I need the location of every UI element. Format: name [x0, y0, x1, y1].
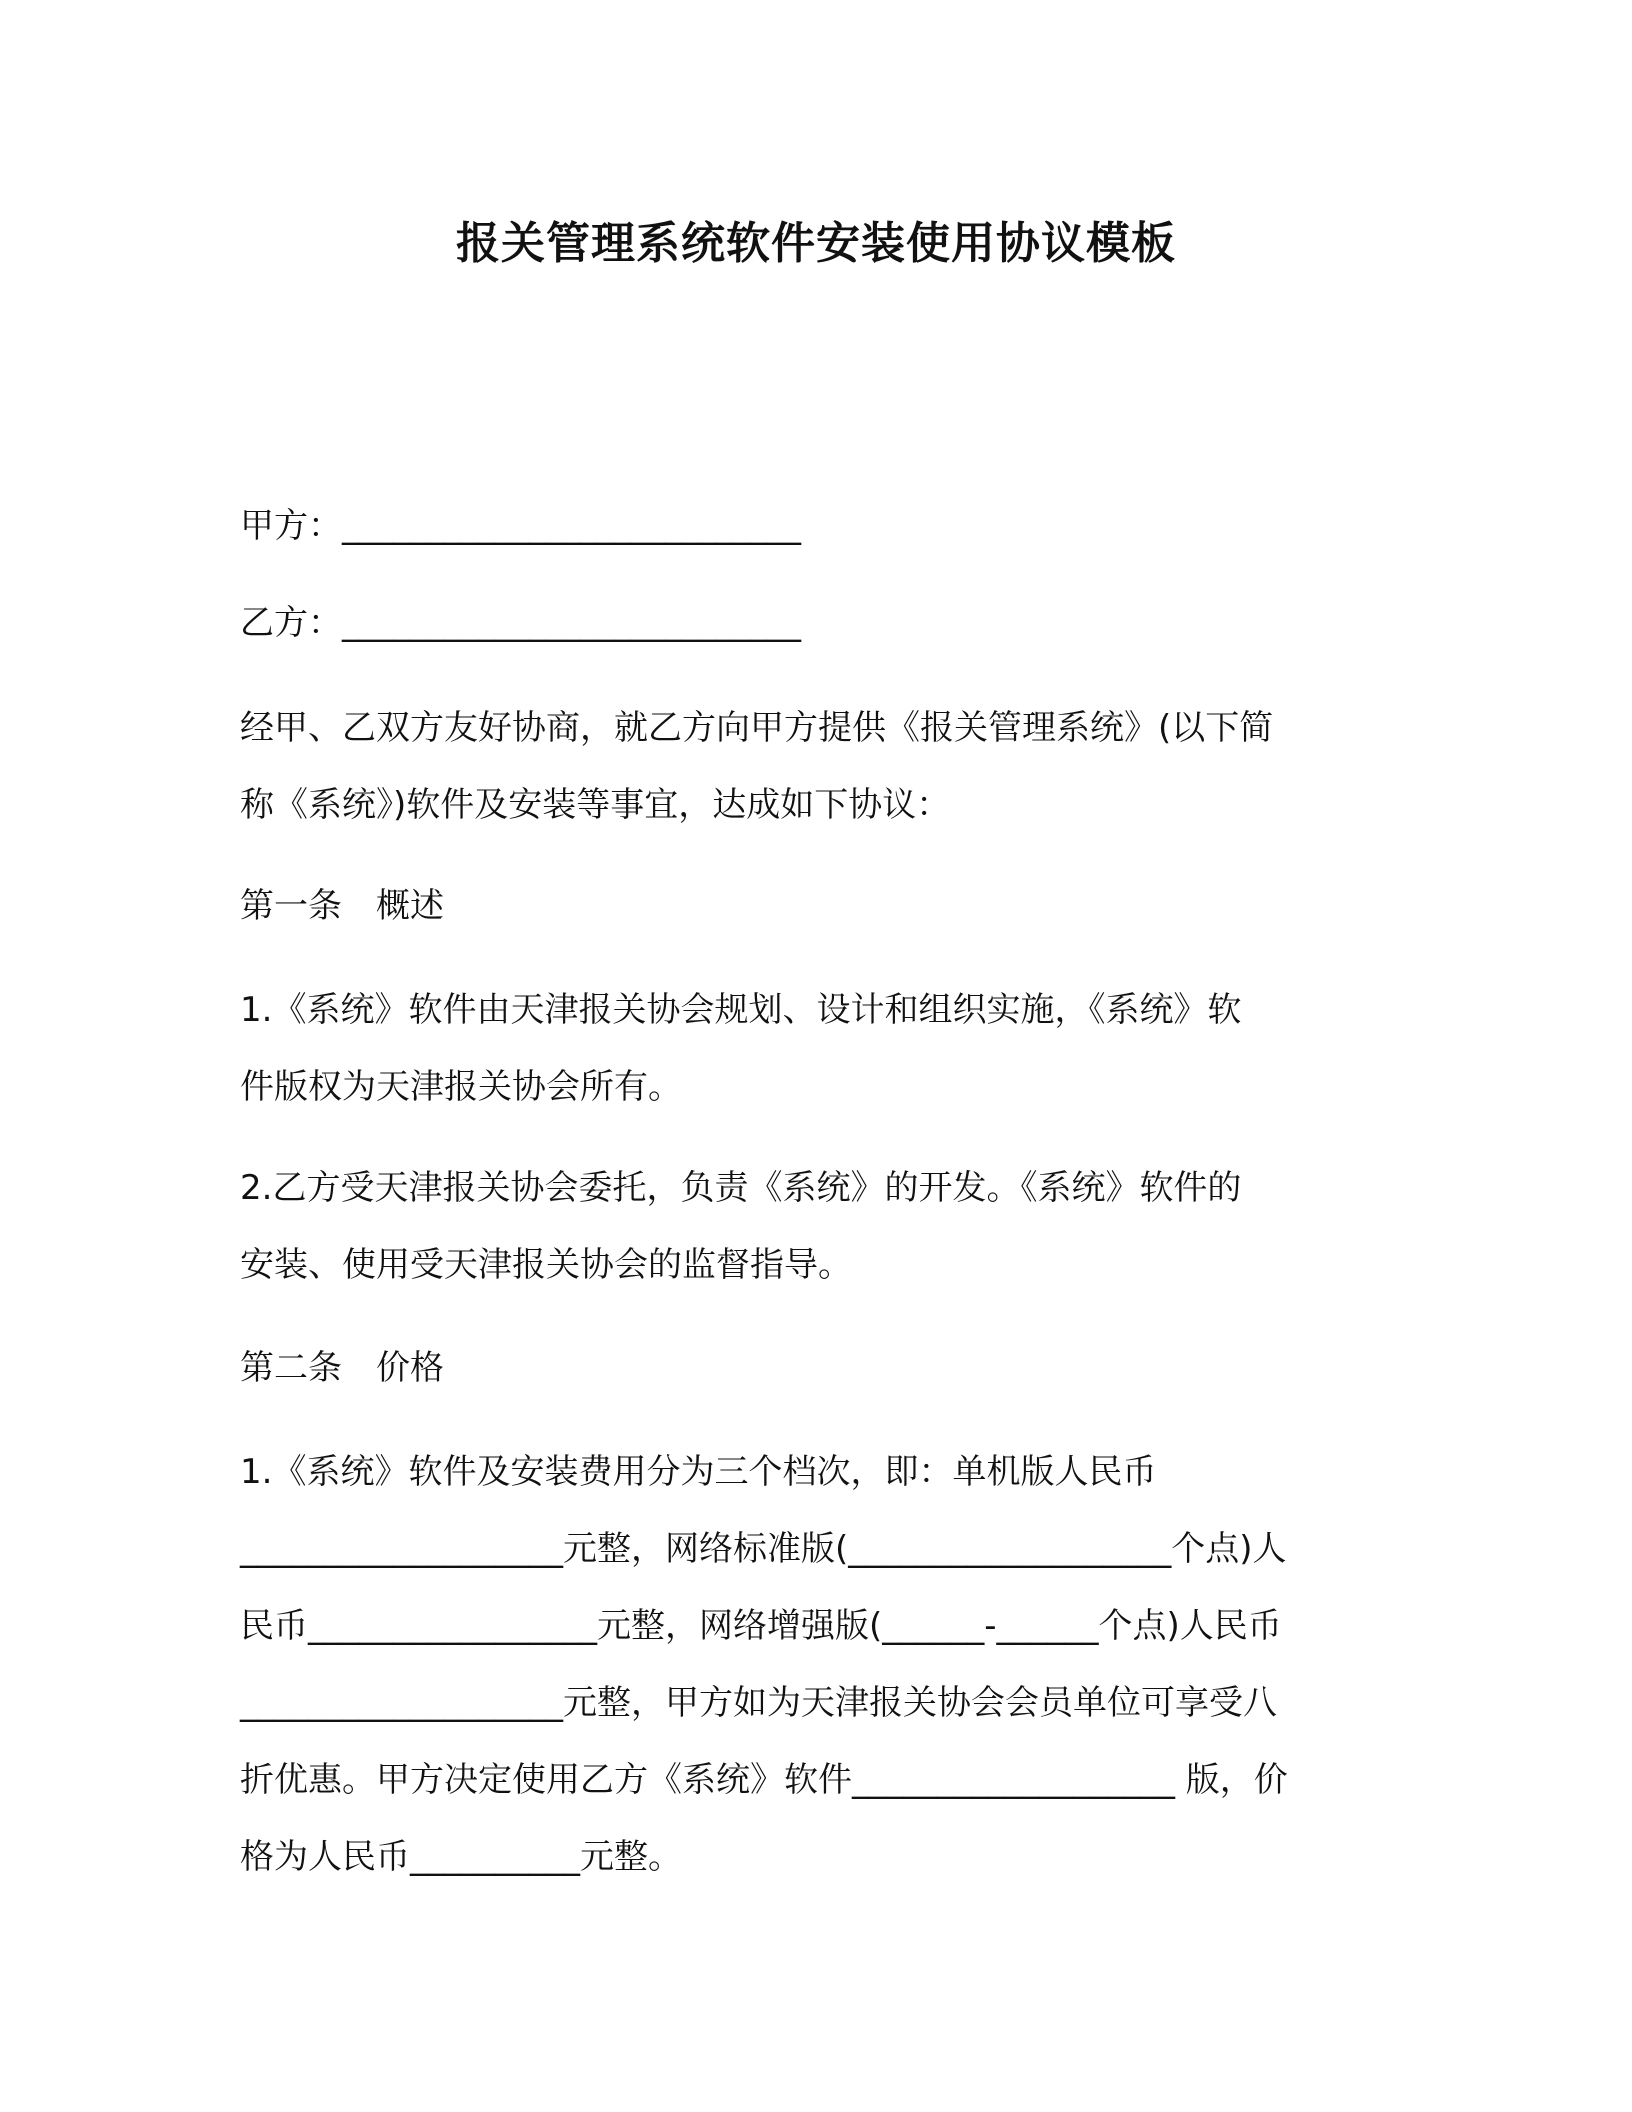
party-a-blank: ___________________________: [342, 506, 801, 546]
article-1-clause-1-line-1: 1.《系统》软件由天津报关协会规划、设计和组织实施，《系统》软: [240, 990, 1242, 1030]
party-b-line: [240, 585, 1400, 662]
article-1-clause-1: [240, 972, 1400, 1126]
article-1-clause-2-line-2: 安装、使用受天津报关协会的监督指导。: [240, 1245, 852, 1285]
article-2-clause-1-line-3: 民币_________________元整，网络增强版(______-______个点)人民币: [240, 1606, 1282, 1646]
article-2-clause-1-line-5: 折优惠。甲方决定使用乙方《系统》软件___________________ 版，价: [240, 1760, 1288, 1800]
party-b-label: 乙方：: [240, 603, 342, 643]
article-1-heading: 第一条 概述: [240, 886, 444, 926]
party-a-line: [240, 488, 1400, 565]
intro-paragraph: [240, 690, 1400, 844]
party-a-label: 甲方：: [240, 506, 342, 546]
intro-line-1: 经甲、乙双方友好协商，就乙方向甲方提供《报关管理系统》(以下简: [240, 708, 1274, 748]
article-1-clause-1-line-2: 件版权为天津报关协会所有。: [240, 1067, 682, 1107]
article-2-clause-1-line-6: 格为人民币__________元整。: [240, 1837, 682, 1877]
article-2-clause-1-line-1: 1.《系统》软件及安装费用分为三个档次，即：单机版人民币: [240, 1452, 1157, 1492]
intro-line-2: 称《系统》)软件及安装等事宜，达成如下协议：: [240, 785, 951, 825]
party-b-blank: ___________________________: [342, 603, 801, 643]
document-title: 报关管理系统软件安装使用协议模板: [456, 218, 1176, 269]
article-2-clause-1-line-2: ___________________元整，网络标准版(___________________个点)人: [240, 1529, 1287, 1569]
article-2-clause-1-line-4: ___________________元整，甲方如为天津报关协会会员单位可享受八: [240, 1683, 1277, 1723]
article-2-heading: 第二条 价格: [240, 1348, 444, 1388]
article-2-clause-1: [240, 1434, 1400, 1896]
article-1-clause-2: [240, 1150, 1400, 1304]
article-1-clause-2-line-1: 2.乙方受天津报关协会委托，负责《系统》的开发。《系统》软件的: [240, 1168, 1242, 1208]
